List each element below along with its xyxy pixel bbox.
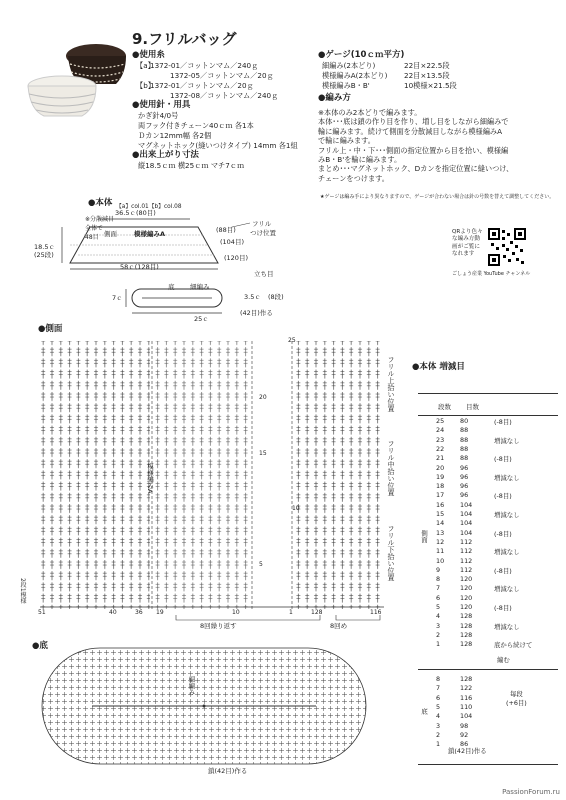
row-number: 8 — [436, 575, 441, 584]
row-number: 2 — [436, 730, 441, 739]
gauge-name: 細編み(2本どり) — [322, 61, 376, 70]
table-row — [436, 575, 566, 584]
table-row — [436, 464, 566, 473]
gauge-footnote: ★ゲージは編み手により異なりますので、ゲージが合わない場合は針の号数を替えて調整してください。 — [320, 194, 555, 200]
qr-text — [452, 229, 483, 258]
row-number: 7 — [436, 684, 441, 693]
pattern-label: 模様編みA — [134, 230, 166, 238]
row-number: 4 — [436, 712, 441, 721]
stitch-count: 92 — [460, 730, 469, 739]
stitch-count: 104 — [460, 712, 473, 721]
frill-pos-label: フリル — [252, 220, 272, 228]
row-number: 22 — [436, 444, 445, 453]
stitch-count: 88 — [460, 444, 469, 453]
row-number: 11 — [436, 547, 445, 556]
method-line: まとめ･･･マグネットホック、Dカンを指定位置に縫いつけ、 — [318, 164, 514, 174]
change-note: 増減なし — [494, 622, 520, 631]
base-rows-label: (8段) — [268, 293, 284, 301]
stitch-count: 110 — [460, 702, 473, 711]
row-number: 6 — [436, 693, 441, 702]
row-number: 3 — [436, 721, 441, 730]
base-width-label: 25ｃ — [194, 315, 209, 323]
material-b-line: 1372-01／コットンマム／20ｇ — [150, 81, 254, 90]
pattern-a-label: 模様編みA — [146, 463, 154, 494]
row-count-label: (120目) — [224, 254, 248, 262]
table-row — [436, 501, 566, 510]
height-label: 18.5ｃ — [34, 243, 55, 251]
tool-item: 両フック付きチェーン40ｃｍ 各1本 — [138, 121, 254, 130]
stitch-count: 128 — [460, 675, 473, 683]
base-note: 毎段 — [510, 690, 523, 698]
tools-heading: ●使用針・用具 — [132, 100, 191, 110]
row-number: 19 — [436, 472, 445, 481]
base-stitch-label: 細編み — [190, 283, 210, 291]
row1-note: 編む — [497, 656, 510, 664]
table-row — [436, 547, 566, 556]
stitch-count: 86 — [460, 740, 469, 749]
table-row — [436, 426, 566, 435]
table-row — [436, 731, 566, 740]
stitch-number: 51 — [38, 609, 46, 616]
table-row — [436, 491, 566, 500]
qr-caption: ごしょう産業 YouTube チャンネル — [452, 271, 531, 277]
table-col-stitches: 目数 — [466, 403, 479, 411]
method-text — [318, 108, 513, 183]
side-label: 側面 — [104, 230, 117, 238]
table-col-rows: 段数 — [438, 403, 451, 411]
row-count-label: (88目) — [216, 226, 236, 234]
row-number: 1 — [436, 640, 441, 649]
repeat-8-label: 8回め — [330, 622, 348, 630]
change-note: 増減なし — [494, 548, 520, 557]
table-row — [436, 510, 566, 519]
change-note: 増減なし — [494, 585, 520, 594]
change-note: (-8目) — [494, 566, 512, 575]
table-row — [436, 436, 566, 445]
method-line: チェーンをつけます。 — [318, 173, 389, 183]
stitch-count: 96 — [460, 491, 469, 500]
stitch-count: 88 — [460, 435, 469, 444]
table-row — [436, 703, 566, 712]
materials-heading: ●使用糸 — [132, 50, 165, 60]
gauge-value: 22目×22.5段 — [404, 61, 450, 70]
chain-label: (42目)作る — [240, 309, 273, 317]
stitch-number: 128 — [311, 609, 323, 616]
table-row — [436, 675, 566, 684]
change-note: (-8目) — [494, 529, 512, 538]
qr-text-line: な編み方動 — [452, 236, 480, 243]
gauge-name: 模様編みB・B' — [322, 81, 370, 90]
row-number: 12 — [436, 537, 445, 546]
row-number: 3 — [436, 621, 441, 630]
table-row — [436, 594, 566, 603]
row-number: 9 — [436, 565, 441, 574]
stand-label: 立ち目 — [254, 270, 274, 278]
table-row — [436, 529, 566, 538]
row-number: 14 — [436, 519, 445, 528]
stitch-count: 98 — [460, 721, 469, 730]
row-number: 6 — [436, 593, 441, 602]
base-stitch-label: 細編み — [187, 676, 196, 696]
table-base-label: 底 — [420, 708, 428, 715]
method-line: で輪に編みます。 — [318, 136, 375, 146]
stitch-count: 88 — [460, 426, 469, 435]
row-number: 4 — [436, 612, 441, 621]
row-number: 17 — [436, 491, 445, 500]
tool-item: Ｄカン12mm幅 各2個 — [138, 131, 212, 140]
note-label: 全体で — [85, 225, 104, 232]
qr-code-icon[interactable] — [488, 228, 526, 266]
stitch-number: 36 — [135, 609, 143, 616]
stitch-number: 10 — [232, 609, 240, 616]
stitch-count: 88 — [460, 454, 469, 463]
stitch-count: 116 — [460, 693, 473, 702]
table-side-label: 側面 — [420, 530, 428, 543]
row-marker: 15 — [259, 450, 267, 457]
size-heading: ●出来上がり寸法 — [132, 150, 199, 160]
height-rows-label: (25段) — [34, 251, 54, 259]
material-a-line: 1372-01／コットンマム／240ｇ — [150, 61, 259, 70]
table-row — [436, 566, 566, 575]
qr-text-line: QRより色々 — [452, 229, 483, 235]
material-a-label: 【a】 — [136, 61, 155, 70]
table-row — [436, 538, 566, 547]
table-row — [436, 445, 566, 454]
body-heading: ●本体 — [88, 198, 113, 208]
base-chain-label: 鎖(42目)作る — [208, 767, 248, 775]
material-a-line: 1372-05／コットンマム／20ｇ — [170, 71, 274, 80]
repeat-label: 8回繰り返す — [200, 622, 237, 630]
table-row — [436, 417, 566, 426]
tool-item: マグネットホック(縫いつけタイプ) 14mm 各1組 — [138, 141, 298, 150]
row-number: 10 — [436, 556, 445, 565]
gauge-value: 22目×13.5段 — [404, 71, 450, 80]
table-row — [436, 584, 566, 593]
method-heading: ●編み方 — [318, 93, 351, 103]
change-note: (-8目) — [494, 604, 512, 612]
stitch-count: 112 — [460, 556, 473, 565]
qr-text-line: 画がご覧に — [452, 243, 480, 250]
method-line: フリル上・中・下･･･側面の指定位置から目を拾い、模様編 — [318, 145, 509, 155]
stitch-count: 80 — [460, 417, 469, 425]
stitch-count: 112 — [460, 547, 473, 556]
table-row — [436, 622, 566, 631]
stitch-count: 128 — [460, 612, 473, 621]
base-note: (+6目) — [506, 699, 527, 707]
table-row — [436, 631, 566, 640]
bottom-width-label: 58ｃ(128目) — [120, 263, 159, 271]
stitch-count: 104 — [460, 500, 473, 509]
change-note: 増減なし — [494, 511, 520, 519]
row-number: 16 — [436, 500, 445, 509]
stitch-count: 104 — [460, 510, 473, 518]
side-stitch-chart — [30, 335, 400, 627]
change-note: 増減なし — [494, 473, 520, 482]
base-label: 底 — [168, 283, 175, 291]
stitch-count: 120 — [460, 584, 473, 593]
side-chart-heading: ●側面 — [38, 324, 63, 334]
method-line: 輪に編みます。続けて側面を分散減目しながら模様編みA — [318, 126, 503, 136]
table-row — [436, 557, 566, 566]
table-row — [436, 640, 566, 649]
gusset-label: 7ｃ — [112, 294, 123, 302]
change-note: 増減なし — [494, 436, 520, 445]
method-line: 本体･･･底は鎖の作り目を作り、増し目をしながら細編みで — [318, 117, 509, 127]
change-note: (-8目) — [494, 418, 512, 426]
change-note: 底から続けて — [494, 641, 533, 650]
frill-mid-label: フリル中拾い位置 — [387, 440, 395, 496]
row-marker: 10 — [292, 505, 300, 512]
material-b-label: 【b】 — [136, 81, 155, 90]
table-row — [436, 612, 566, 621]
stitch-count: 120 — [460, 593, 473, 602]
method-line: ※本体のみ2本どりで編みます。 — [318, 108, 422, 117]
row-marker: 5 — [259, 561, 263, 568]
tool-item: かぎ針4/0号 — [138, 111, 179, 120]
stitch-count: 128 — [460, 640, 473, 649]
product-photo — [24, 28, 128, 124]
base-height-label: 3.5ｃ — [244, 293, 261, 301]
stitch-count: 96 — [460, 482, 469, 491]
size-text: 縦18.5ｃｍ 横25ｃｍ マチ7ｃｍ — [138, 161, 245, 170]
row-number: 25 — [436, 417, 445, 425]
note-label: 48目 — [85, 234, 99, 241]
table-divider — [418, 415, 558, 416]
stitch-count: 120 — [460, 575, 473, 584]
table-row — [436, 694, 566, 703]
row-number: 20 — [436, 463, 445, 472]
change-note: (-8目) — [494, 492, 512, 501]
row-number: 5 — [436, 603, 441, 611]
row-marker: 25 — [288, 337, 296, 344]
stitch-count: 128 — [460, 621, 473, 630]
note-label: ※分散減目 — [85, 216, 115, 223]
row-number: 2 — [436, 630, 441, 639]
table-row — [436, 473, 566, 482]
table-row — [436, 712, 566, 721]
row-number: 24 — [436, 426, 445, 435]
stitch-count: 104 — [460, 519, 473, 528]
body-colors: 【a】col.01【b】col.08 — [116, 204, 182, 210]
stitch-number: 116 — [370, 609, 382, 616]
method-line: みB・B'を輪に編みます。 — [318, 155, 402, 165]
qr-text-line: なれます — [452, 250, 475, 257]
row-number: 21 — [436, 454, 445, 463]
row-number: 5 — [436, 702, 441, 711]
stitch-count: 112 — [460, 565, 473, 574]
row-count-label: (104目) — [220, 238, 244, 246]
table-row — [436, 519, 566, 528]
stitch-count: 122 — [460, 684, 473, 693]
table-row — [436, 722, 566, 731]
watermark: PassionForum.ru — [502, 788, 560, 796]
stitch-number: 1 — [289, 609, 293, 616]
stitch-count: 96 — [460, 463, 469, 472]
base-stitch-chart — [40, 642, 370, 770]
stitch-count: 96 — [460, 472, 469, 481]
gauge-name: 模様編みA(2本どり) — [322, 71, 388, 80]
gauge-heading: ●ゲージ(10ｃｍ平方) — [318, 50, 405, 60]
base-chain-note: 鎖(42目)作る — [448, 747, 487, 755]
table-row — [436, 603, 566, 612]
change-note: (-8目) — [494, 455, 512, 464]
row-number: 13 — [436, 528, 445, 537]
stitch-count: 120 — [460, 603, 473, 611]
stitch-number: 19 — [156, 609, 164, 616]
gauge-value: 10模様×21.5段 — [404, 81, 457, 90]
dim-top: 36.5ｃ(80目) — [115, 209, 156, 217]
row-number: 15 — [436, 510, 445, 518]
stitch-count: 104 — [460, 528, 473, 537]
frill-pos-label: つけ位置 — [250, 229, 276, 237]
base-chart-heading: ●底 — [32, 641, 48, 651]
table-row — [436, 454, 566, 463]
material-b-line: 1372-08／コットンマム／240ｇ — [170, 91, 279, 100]
row-number: 18 — [436, 482, 445, 491]
row-number: 8 — [436, 675, 441, 683]
row-marker: 20 — [259, 394, 267, 401]
table-row — [436, 482, 566, 491]
frill-bot-label: フリル下拾い位置 — [387, 525, 395, 581]
table-divider — [418, 669, 558, 670]
stitch-count: 112 — [460, 537, 473, 546]
table-row — [436, 684, 566, 693]
row-number: 7 — [436, 584, 441, 593]
row-pattern-note: 2段1模様 — [19, 578, 26, 604]
stitch-number: 40 — [109, 609, 117, 616]
row-number: 23 — [436, 435, 445, 444]
frill-top-label: フリル上拾い位置 — [387, 356, 395, 412]
page-title: 9.フリルバッグ — [132, 30, 237, 48]
table-heading: ●本体 増減目 — [412, 362, 465, 372]
row-number: 1 — [436, 740, 441, 749]
stitch-count: 128 — [460, 630, 473, 639]
